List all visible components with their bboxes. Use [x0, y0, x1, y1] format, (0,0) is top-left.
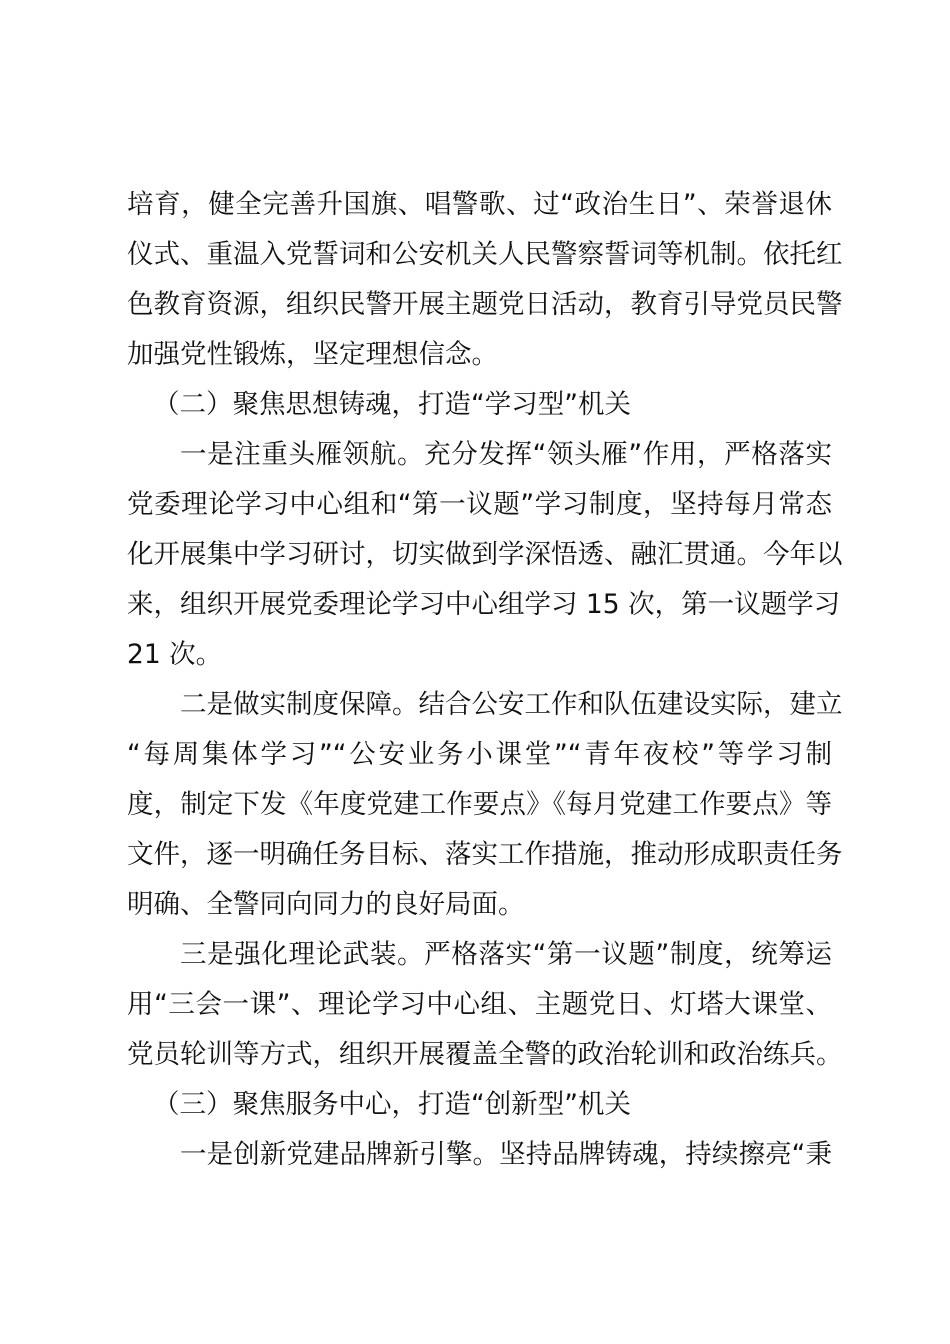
- paragraph-line: 党委理论学习中心组和“第一议题”学习制度，坚持每月常态: [127, 489, 832, 520]
- paragraph-line: “每周集体学习”“公安业务小课堂”“青年夜校”等学习制: [127, 739, 832, 770]
- paragraph-line: 明确、全警同向同力的良好局面。: [127, 889, 525, 920]
- paragraph-line: 化开展集中学习研讨，切实做到学深悟透、融汇贯通。今年以: [127, 539, 843, 570]
- section-heading: （三）聚焦服务中心，打造“创新型”机关: [153, 1089, 631, 1120]
- paragraph-line: 21 次。: [127, 639, 223, 670]
- body-text: [127, 180, 843, 1180]
- paragraph-line: 培育，健全完善升国旗、唱警歌、过“政治生日”、荣誉退休: [127, 189, 832, 220]
- paragraph-line: 二是做实制度保障。结合公安工作和队伍建设实际，建立: [180, 689, 843, 720]
- paragraph-line: 党员轮训等方式，组织开展覆盖全警的政治轮训和政治练兵。: [127, 1039, 843, 1070]
- section-heading: （二）聚焦思想铸魂，打造“学习型”机关: [153, 389, 631, 420]
- paragraph-line: 三是强化理论武装。严格落实“第一议题”制度，统筹运: [180, 939, 832, 970]
- paragraph-line: 色教育资源，组织民警开展主题党日活动，教育引导党员民警: [127, 289, 843, 320]
- paragraph-line: 加强党性锻炼，坚定理想信念。: [127, 339, 498, 370]
- paragraph-line: 文件，逐一明确任务目标、落实工作措施，推动形成职责任务: [127, 839, 843, 870]
- paragraph-line: 来，组织开展党委理论学习中心组学习 15 次，第一议题学习: [127, 589, 841, 620]
- paragraph-line: 一是创新党建品牌新引擎。坚持品牌铸魂，持续擦亮“秉: [180, 1139, 832, 1170]
- paragraph-line: 仪式、重温入党誓词和公安机关人民警察誓词等机制。依托红: [127, 239, 843, 270]
- paragraph-line: 用“三会一课”、理论学习中心组、主题党日、灯塔大课堂、: [127, 989, 832, 1020]
- paragraph-line: 度，制定下发《年度党建工作要点》《每月党建工作要点》等: [127, 789, 832, 820]
- paragraph-line: 一是注重头雁领航。充分发挥“领头雁”作用，严格落实: [180, 439, 832, 470]
